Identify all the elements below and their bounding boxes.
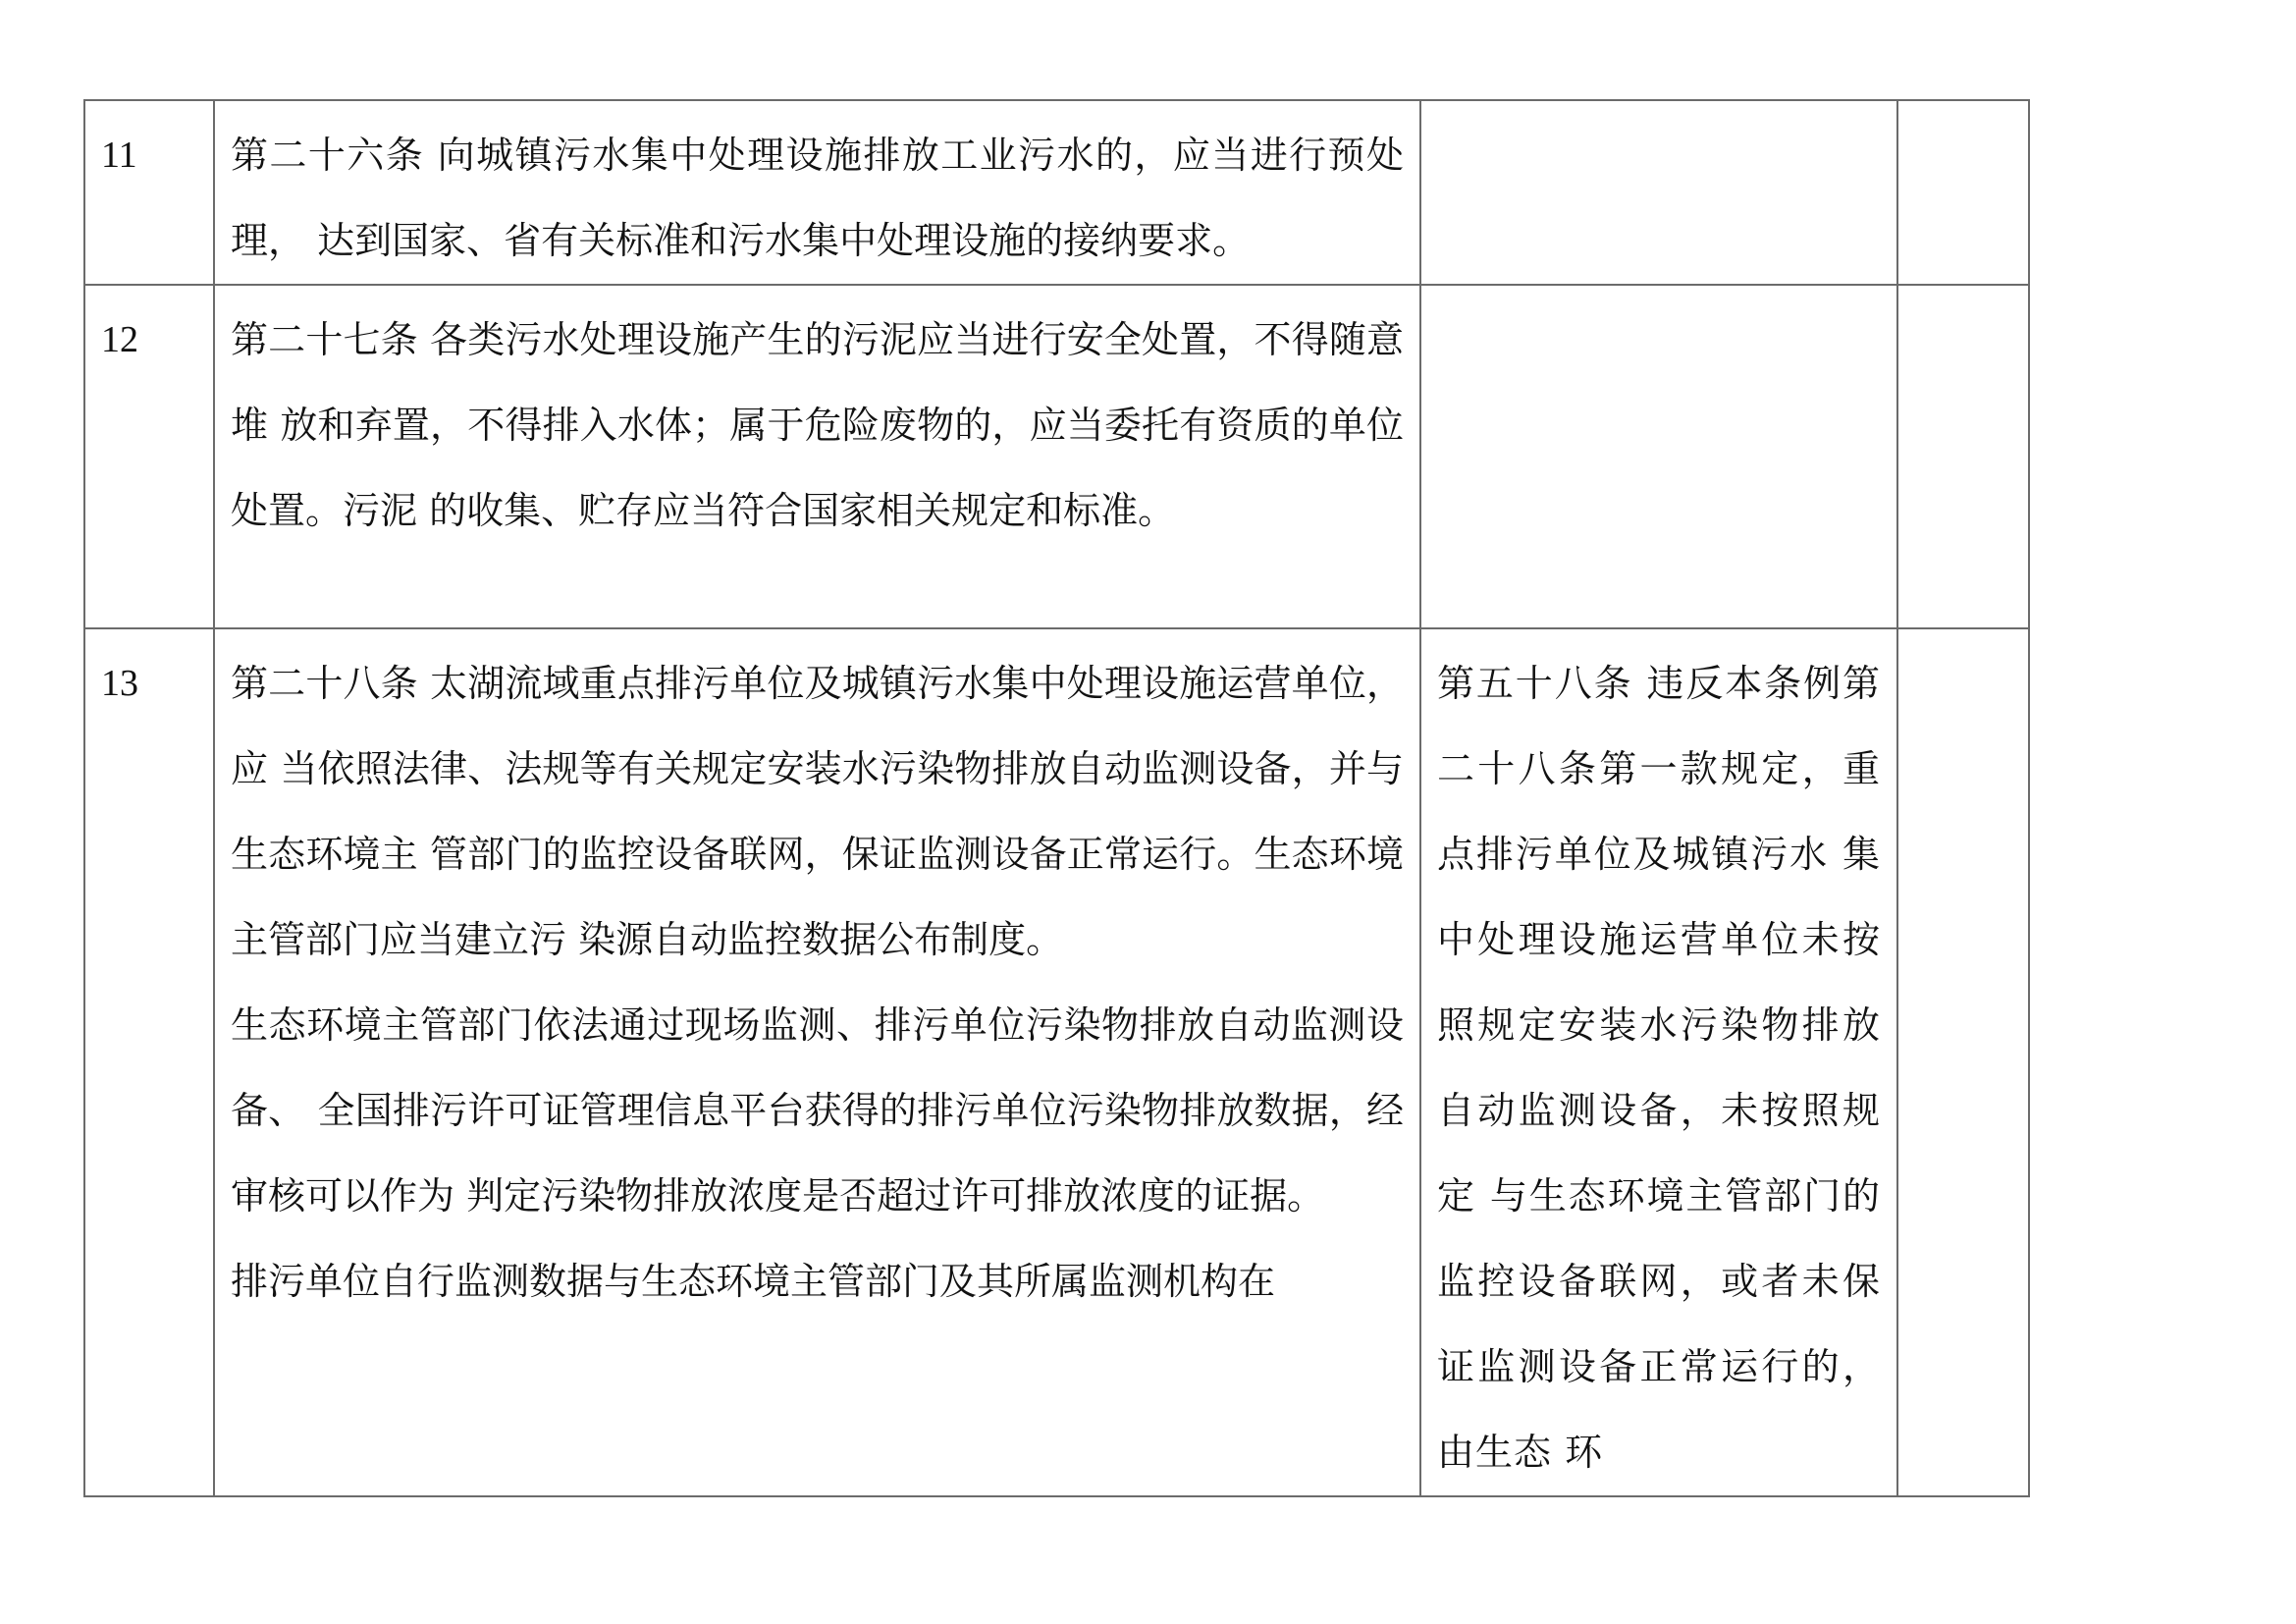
table-row: [84, 628, 2029, 1496]
extra-cell: [1897, 285, 2029, 628]
article-text: [214, 100, 1420, 285]
article-text: [214, 285, 1420, 628]
extra-cell: [1897, 100, 2029, 285]
row-number: 11: [84, 100, 214, 285]
row-number: 13: [84, 628, 214, 1496]
article-paragraph: 第二十八条 太湖流域重点排污单位及城镇污水集中处理设施运营单位，应 当依照法律、法规等有关规定安装水污染物排放自动监测设备，并与生态环境主 管部门的监控设备联网，保证监测设备正常运行。生态环境主管部门应当建立污 染源自动监控数据公布制度。: [231, 662, 1404, 961]
extra-cell: [1897, 628, 2029, 1496]
article-paragraph: 生态环境主管部门依法通过现场监测、排污单位污染物排放自动监测设备、 全国排污许可证管理信息平台获得的排污单位污染物排放数据，经审核可以作为 判定污染物排放浓度是否超过许可排放浓度的证据。: [231, 1003, 1404, 1218]
article-text: [214, 628, 1420, 1496]
article-paragraph: 第二十六条 向城镇污水集中处理设施排放工业污水的，应当进行预处理， 达到国家、省有关标准和污水集中处理设施的接纳要求。: [231, 134, 1404, 262]
table-row: [84, 285, 2029, 628]
regulation-table: [83, 99, 2030, 1497]
table-row: [84, 100, 2029, 285]
penalty-text: 第五十八条 违反本条例第二十八条第一款规定，重点排污单位及城镇污水 集中处理设施运营单位未按照规定安装水污染物排放自动监测设备，未按照规定 与生态环境主管部门的监控设备联网，或者未保证监测设备正常运行的，由生态 环: [1420, 628, 1897, 1496]
row-number: 12: [84, 285, 214, 628]
article-paragraph: 排污单位自行监测数据与生态环境主管部门及其所属监测机构在: [231, 1260, 1276, 1303]
penalty-text: [1420, 100, 1897, 285]
penalty-text: [1420, 285, 1897, 628]
article-paragraph: 第二十七条 各类污水处理设施产生的污泥应当进行安全处置，不得随意堆 放和弃置，不得排入水体；属于危险废物的，应当委托有资质的单位处置。污泥 的收集、贮存应当符合国家相关规定和标准。: [231, 318, 1404, 532]
